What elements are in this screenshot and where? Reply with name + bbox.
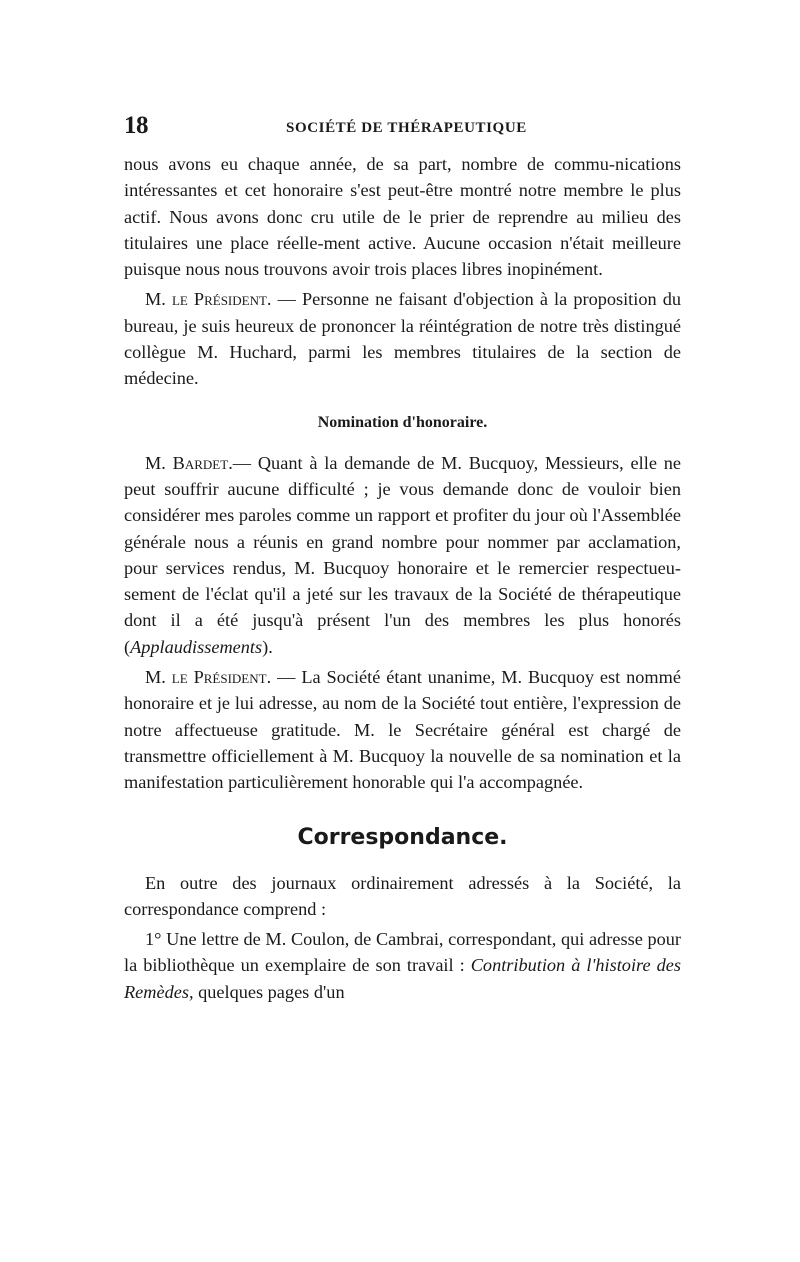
speaker-name: le Président [171, 289, 267, 310]
speaker-prefix: M. [145, 667, 172, 688]
paragraph-president-reintegration [124, 286, 681, 391]
paragraph-correspondence-item-1 [124, 926, 681, 1005]
paragraph-president-nomination [124, 664, 681, 795]
paragraph-continuation: nous avons eu chaque année, de sa part, nombre de commu-nications intéressantes et cet honoraire s'est peut-être montré notre membre le plus actif. Nous avons donc cru utile de le prier de reprendre au milieu des titulaires une place réelle-ment active. Aucune occasion n'était meilleure puisque nous nous trouvons avoir trois places libres inopinément. [124, 154, 681, 280]
speaker-prefix: M. [145, 452, 173, 473]
speech-text-end: ). [262, 636, 273, 657]
paragraph-bardet [124, 450, 681, 660]
page-number: 18 [124, 112, 148, 139]
speaker-name: Bardet [172, 452, 229, 473]
italic-work-title: Contribution à l'histoire des Remèdes, [124, 955, 681, 1002]
speech-text: . — Personne ne faisant d'objection à la proposition du bureau, je suis heureux de prononcer la réintégration de notre très distingué collègue M. Huchard, parmi les membres titulaires de la section de médecine. [124, 289, 681, 389]
item-text: 1° Une lettre de M. Coulon, de Cambrai, correspondant, qui adresse pour la bibliothèque un exemplaire de son travail : [124, 929, 681, 976]
body-text [124, 151, 681, 1005]
subheading: Nomination d'honoraire. [317, 413, 488, 431]
item-text-end: quelques pages d'un [193, 981, 345, 1002]
speech-text: .— Quant à la demande de M. Bucquoy, Messieurs, elle ne peut souffrir aucune difficulté ; je vous demande donc de vouloir bien considérer mes paroles comme un rapport et profiter du jour où l'Assemblée générale nous a réunis en grand nombre pour nommer par acclamation, pour services rendus, M. Bucquoy honoraire et le remercier respectueu-sement de l'éclat qu'il a jeté sur les travaux de la Société de thérapeutique dont il a été jusqu'à présent l'un des membres les plus honorés ( [124, 452, 681, 657]
page-header [124, 112, 684, 146]
section-title: Correspondance. [297, 824, 508, 850]
italic-applause: Applaudissements [130, 636, 263, 657]
speaker-name: le Président [171, 667, 267, 688]
running-head: SOCIÉTÉ DE THÉRAPEUTIQUE [286, 120, 527, 136]
paragraph-correspondence-intro: En outre des journaux ordinairement adressés à la Société, la correspondance comprend : [124, 872, 681, 919]
speech-text: . — La Société étant unanime, M. Bucquoy est nommé honoraire et je lui adresse, au nom de la Société tout entière, l'expression de notre affectueuse gratitude. M. le Secrétaire général est chargé de transmettre officiellement à M. Bucquoy la nouvelle de sa nomination et la manifestation particulièrement honorable qui l'a accompagnée. [124, 667, 681, 793]
speaker-prefix: M. [145, 289, 172, 310]
